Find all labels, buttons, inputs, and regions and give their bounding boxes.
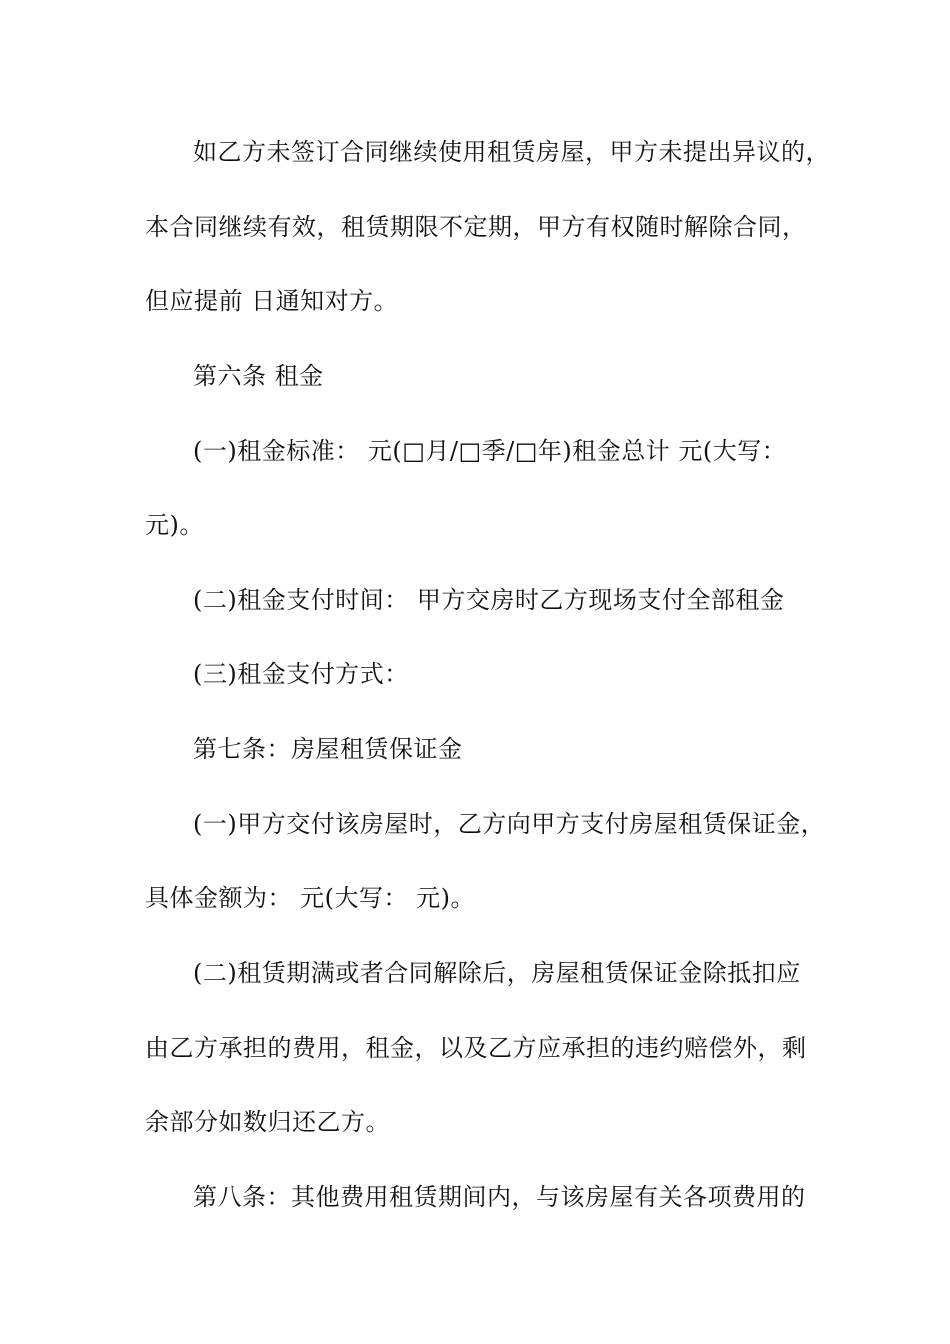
section-heading: 第八条：其他费用租赁期间内，与该房屋有关各项费用的	[193, 1183, 806, 1211]
paragraph-line: (三)租金支付方式：	[193, 660, 409, 688]
paragraph-line: 但应提前 日通知对方。	[145, 287, 399, 315]
paragraph-line: (二)租金支付时间： 甲方交房时乙方现场支付全部租金	[193, 586, 785, 614]
paragraph-line: 元)。	[145, 511, 204, 539]
paragraph-line: (二)租赁期满或者合同解除后，房屋租赁保证金除抵扣应	[193, 959, 801, 987]
section-heading: 第七条：房屋租赁保证金	[193, 735, 463, 763]
paragraph-line: (一)租金标准： 元(□月/□季/□年)租金总计 元(大写：	[193, 437, 787, 465]
paragraph-line: (一)甲方交付该房屋时，乙方向甲方支付房屋租赁保证金，	[193, 810, 826, 838]
paragraph-line: 本合同继续有效，租赁期限不定期，甲方有权随时解除合同，	[145, 213, 807, 241]
paragraph-line: 余部分如数归还乙方。	[145, 1108, 390, 1136]
paragraph-line: 具体金额为： 元(大写： 元)。	[145, 884, 475, 912]
paragraph-line: 如乙方未签订合同继续使用租赁房屋，甲方未提出异议的，	[193, 138, 830, 166]
section-heading: 第六条 租金	[193, 362, 324, 390]
paragraph-line: 由乙方承担的费用，租金，以及乙方应承担的违约赔偿外，剩	[145, 1034, 807, 1062]
